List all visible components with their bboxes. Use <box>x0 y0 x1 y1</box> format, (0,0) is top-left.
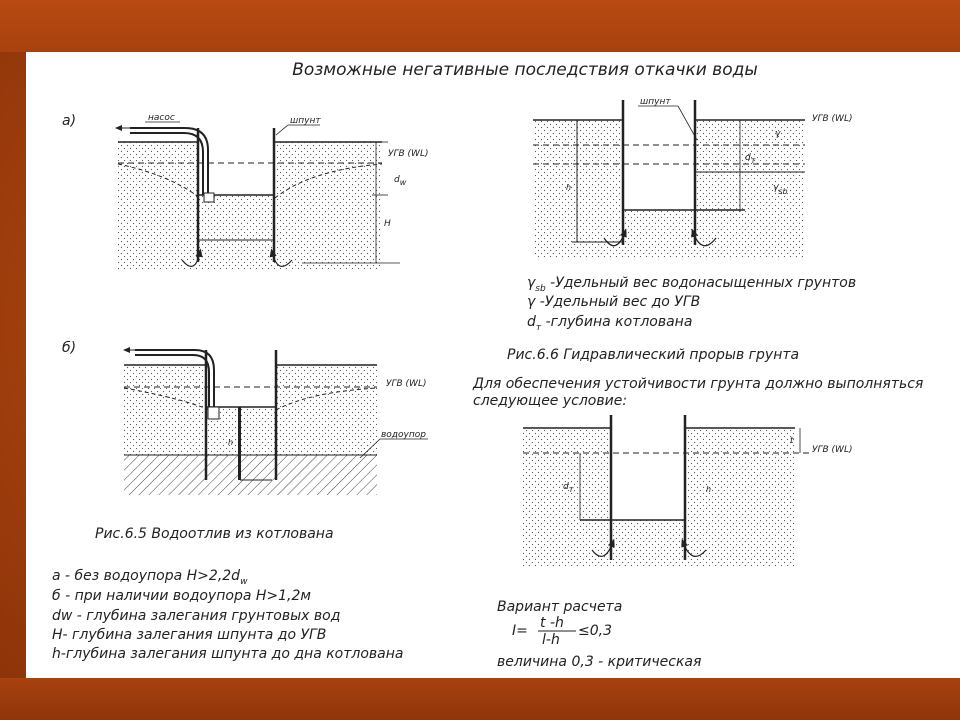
legend-6-5-line-4: H- глубина залегания шпунта до УГВ <box>52 627 327 643</box>
figure-6-5a <box>62 113 428 270</box>
page-title: Возможные негативные последствия откачки воды <box>292 60 758 80</box>
caption-6-5: Рис.6.5 Водоотлив из котлована <box>95 526 334 542</box>
calculation-block <box>497 599 701 670</box>
h-small-condition: h <box>706 485 712 494</box>
condition-text-1: Для обеспечения устойчивости грунта должно выполняться <box>473 376 924 392</box>
calc-heading: Вариант расчета <box>497 599 623 615</box>
wl-label-condition: УГВ (WL) <box>812 445 853 455</box>
legend-6-6-line-1: $\gamma_{sb}$ -Удельный вес водонасыщенных грунтов <box>527 275 857 294</box>
aquitard-label-b: водоупор <box>381 430 426 440</box>
wl-label-66: УГВ (WL) <box>812 114 853 124</box>
excavation-a <box>198 143 274 195</box>
pump-label-a: насос <box>148 113 175 123</box>
figure-6-5b <box>62 340 428 495</box>
legend-6-6 <box>527 275 856 333</box>
aquitard-layer-b <box>124 455 377 495</box>
gamma-sb-label-66: γsb <box>773 183 788 196</box>
legend-6-5-line-5: h-глубина залегания шпунта до дна котлована <box>52 646 404 662</box>
sheet-label-a: шпунт <box>290 116 321 126</box>
h-label-a: H <box>384 219 391 229</box>
legend-6-5-line-1: а - без водоупора $H>2,2d_w$ <box>52 568 248 587</box>
legend-6-6-line-2: γ -Удельный вес до УГВ <box>527 294 701 310</box>
dt-label-66: dт <box>745 153 756 165</box>
wl-label-a: УГВ (WL) <box>388 149 429 159</box>
dw-label-a: dw <box>394 175 407 187</box>
calc-rhs: ≤0,3 <box>578 623 612 639</box>
pump-intake-b <box>208 407 219 419</box>
wl-label-b: УГВ (WL) <box>386 379 427 389</box>
caption-6-6: Рис.6.6 Гидравлический прорыв грунта <box>507 347 800 363</box>
figure-6-6 <box>533 97 852 258</box>
soil-66-right <box>695 120 805 258</box>
legend-6-5 <box>52 568 403 662</box>
t-small-condition: t <box>790 436 794 446</box>
legend-6-5-line-2: б - при наличии водоупора H>1,2м <box>52 588 311 604</box>
soil-66-left <box>533 120 623 258</box>
calc-numerator: t -h <box>540 615 564 631</box>
legend-6-6-line-3: $d_т$ -глубина котлована <box>527 314 693 333</box>
excavation-bottom-soil-a <box>197 195 275 270</box>
soil-b-right <box>276 365 377 455</box>
h-small-66: h <box>566 183 572 192</box>
calc-lhs: I= <box>512 623 528 639</box>
pump-intake-a <box>204 193 214 202</box>
calc-note: величина 0,3 - критическая <box>497 654 702 670</box>
soil-b-left <box>124 365 206 455</box>
condition-text-2: следующее условие: <box>473 393 628 409</box>
calc-denominator: l-h <box>542 632 560 648</box>
part-a-label: а) <box>62 113 77 129</box>
excavation-bottom-soil-66 <box>623 210 695 258</box>
h-small-b: h <box>228 438 234 447</box>
sheet-label-66: шпунт <box>640 97 671 107</box>
figure-condition <box>523 415 852 568</box>
part-b-label: б) <box>62 340 77 356</box>
gamma-label-66: γ <box>775 129 781 139</box>
dt-label-condition: dт <box>563 482 574 494</box>
legend-6-5-line-3: dw - глубина залегания грунтовых вод <box>52 608 341 624</box>
